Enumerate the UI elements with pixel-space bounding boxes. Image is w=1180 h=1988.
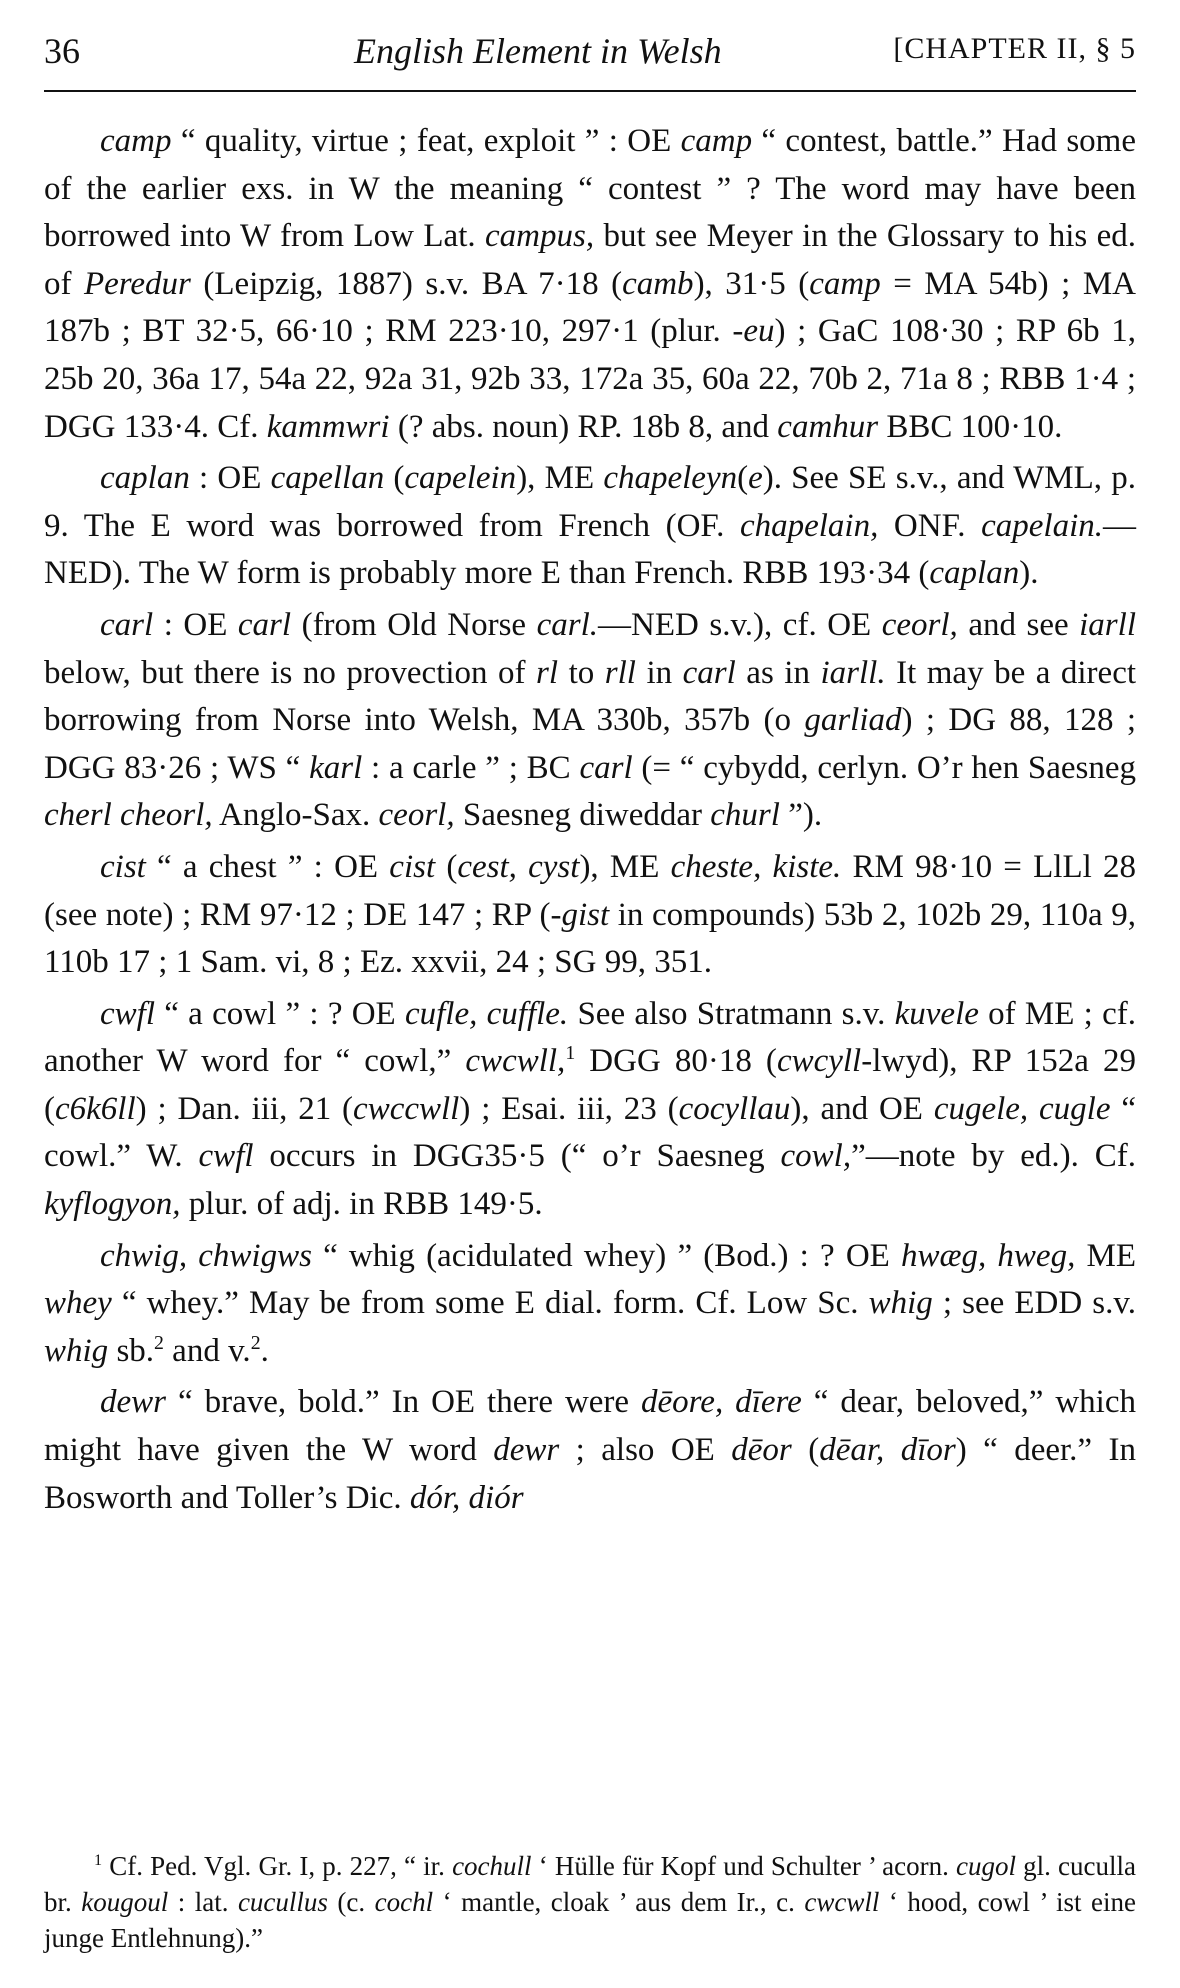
page-number: 36 [44, 31, 80, 71]
entry-cwfl: cwfl “ a cowl ” : ? OE cufle, cuffle. See also Stratmann s.v. kuvele of ME ; cf. another W word for “ cowl,” cwcwll,$^1$ DGG 80·18 (cwcyll-lwyd), RP 152a 29 (c6k6ll) ; Dan. iii, 21 (cwccwll) ; Esai. iii, 23 (cocyllau), and OE cugele, cugle “ cowl.” W. cwfl occurs in DGG35·5 (“ o’r Saesneg cowl,”—note by ed.). Cf. kyflogyon, plur. of adj. in RBB 149·5. [44, 995, 1136, 1223]
running-header [44, 24, 1136, 72]
entry-caplan: caplan : OE capellan (capelein), ME chapeleyn(e). See SE s.v., and WML, p. 9. The E word was borrowed from French (OF. chapelain, ONF. capelain.—NED). The W form is probably more E than French. RBB 193·34 (caplan). [44, 460, 1137, 592]
entry-dewr: dewr “ brave, bold.” In OE there were dēore, dīere “ dear, beloved,” which might have given the W word dewr ; also OE dēor (dēar, dīor) “ deer.” In Bosworth and Toller’s Dic. dór, diór [44, 1384, 1136, 1516]
entry-cist: cist “ a chest ” : OE cist (cest, cyst), ME cheste, kiste. RM 98·10 = LlLl 28 (see note) ; RM 97·12 ; DE 147 ; RP (-gist in compounds) 53b 2, 102b 29, 110a 9, 110b 17 ; 1 Sam. vi, 8 ; Ez. xxvii, 24 ; SG 99, 351. [44, 848, 1136, 981]
footnote [44, 1848, 1136, 1956]
entry-chwig: chwig, chwigws “ whig (acidulated whey) ” (Bod.) : ? OE hwæg, hweg, ME whey “ whey.” May be from some E dial. form. Cf. Low Sc. whig ; see EDD s.v. whig sb.$^2$ and v.$^2$. [44, 1237, 1136, 1369]
header-rule [44, 90, 1136, 92]
body-text [44, 118, 1136, 1522]
running-title: English Element in Welsh [354, 31, 722, 71]
chapter-reference: [CHAPTER II, § 5 [893, 32, 1136, 65]
footnote-text: $^1$ Cf. Ped. Vgl. Gr. I, p. 227, “ ir. cochull ‘ Hülle für Kopf und Schulter ’ acorn. cugol gl. cuculla br. kougoul : lat. cucullus (c. cochl ‘ mantle, cloak ’ aus dem Ir., c. cwcwll ‘ hood, cowl ’ ist eine junge Entlehnung).” [44, 1851, 1136, 1953]
entry-carl: carl : OE carl (from Old Norse carl.—NED s.v.), cf. OE ceorl, and see iarll below, but there is no provection of rl to rll in carl as in iarll. It may be a direct borrowing from Norse into Welsh, MA 330b, 357b (o garliad) ; DG 88, 128 ; DGG 83·26 ; WS “ karl : a carle ” ; BC carl (= “ cybydd, cerlyn. O’r hen Saesneg cherl cheorl, Anglo-Sax. ceorl, Saesneg diweddar churl ”). [44, 606, 1137, 834]
entry-camp: camp “ quality, virtue ; feat, exploit ” : OE camp “ contest, battle.” Had some of the earlier exs. in W the meaning “ contest ” ? The word may have been borrowed into W from Low Lat. campus, but see Meyer in the Glossary to his ed. of Peredur (Leipzig, 1887) s.v. BA 7·18 (camb), 31·5 (camp = MA 54b) ; MA 187b ; BT 32·5, 66·10 ; RM 223·10, 297·1 (plur. -eu) ; GaC 108·30 ; RP 6b 1, 25b 20, 36a 17, 54a 22, 92a 31, 92b 33, 172a 35, 60a 22, 70b 2, 71a 8 ; RBB 1·4 ; DGG 133·4. Cf. kammwri (? abs. noun) RP. 18b 8, and camhur BBC 100·10. [44, 123, 1137, 445]
page [44, 24, 1137, 1953]
